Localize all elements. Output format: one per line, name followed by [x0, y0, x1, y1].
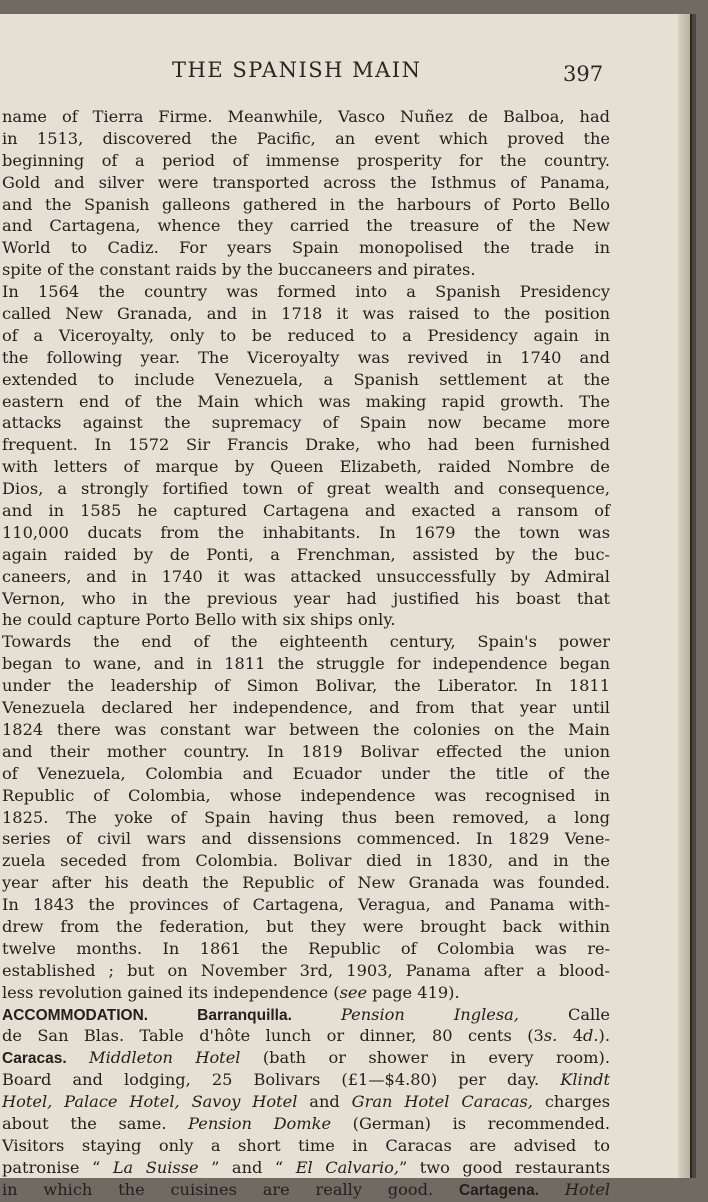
- text-segment: Gold and silver were transported across the Isthmus of Panama,: [2, 172, 610, 192]
- italic-text: Middleton Hotel: [89, 1048, 241, 1068]
- text-line: [2, 1135, 610, 1157]
- text-line: [2, 259, 610, 281]
- text-line: [2, 828, 610, 850]
- text-line: [2, 347, 610, 369]
- text-segment: called New Granada, and in 1718 it was raised to the position: [2, 304, 610, 324]
- running-head: [0, 58, 690, 88]
- text-segment: World to Cadiz. For years Spain monopolised the trade in: [2, 238, 610, 258]
- text-line: [2, 588, 610, 610]
- text-line: [2, 1113, 610, 1135]
- text-segment: Republic of Colombia, whose independence was recognised in: [2, 785, 610, 805]
- text-segment: frequent. In 1572 Sir Francis Drake, who had been furnished: [2, 435, 610, 455]
- text-segment: drew from the federation, but they were brought back within: [2, 916, 610, 936]
- text-line: [2, 982, 610, 1004]
- text-segment: [539, 1180, 565, 1199]
- italic-text: Gran Hotel Caracas,: [351, 1092, 533, 1112]
- text-line: [2, 303, 610, 325]
- italic-text: Pension Inglesa,: [341, 1004, 519, 1024]
- text-segment: about the same.: [2, 1113, 189, 1133]
- text-segment: [292, 1005, 341, 1024]
- text-segment: de San Blas. Table d'hôte lunch or dinner, 80 cents (3: [2, 1026, 544, 1046]
- text-line: [2, 850, 610, 872]
- text-segment: and in 1585 he captured Cartagena and exacted a ransom of: [2, 501, 610, 521]
- text-segment: and the Spanish galleons gathered in the harbours of Porto Bello: [2, 194, 610, 214]
- page-number: 397: [563, 62, 604, 86]
- text-line: [2, 566, 610, 588]
- text-segment: charges: [532, 1092, 610, 1112]
- text-line: [2, 544, 610, 566]
- text-segment: caneers, and in 1740 it was attacked unsuccessfully by Admiral: [2, 566, 610, 586]
- text-line: [2, 916, 610, 938]
- text-line: [2, 785, 610, 807]
- page-edge: [678, 14, 690, 1178]
- italic-text: Hotel: [564, 1179, 610, 1199]
- text-line: [2, 872, 610, 894]
- text-line: [2, 478, 610, 500]
- text-segment: in which the cuisines are really good.: [2, 1179, 459, 1199]
- text-line: [2, 281, 610, 303]
- text-segment: of Venezuela, Colombia and Ecuador under the title of the: [2, 763, 610, 783]
- text-segment: name of Tierra Firme. Meanwhile, Vasco Nuñez de Balboa, had: [2, 107, 610, 126]
- text-segment: and their mother country. In 1819 Bolivar effected the union: [2, 741, 610, 761]
- bold-heading-text: Barranquilla.: [197, 1006, 292, 1024]
- text-segment: series of civil wars and dissensions commenced. In 1829 Vene-: [2, 829, 610, 849]
- text-segment: ” two good restaurants: [399, 1157, 610, 1177]
- text-line: [2, 172, 610, 194]
- italic-text: Klindt: [560, 1070, 610, 1090]
- text-line: [2, 237, 610, 259]
- italic-text: La Suisse: [112, 1157, 199, 1177]
- text-line: [2, 194, 610, 216]
- text-line: [2, 1025, 610, 1047]
- text-segment: (German) is recommended.: [331, 1113, 611, 1133]
- italic-text: d.: [583, 1026, 599, 1046]
- italic-text: Pension Domke: [188, 1113, 332, 1133]
- text-line: [2, 522, 610, 544]
- text-line: [2, 653, 610, 675]
- text-line: [2, 150, 610, 172]
- text-line: [2, 763, 610, 785]
- text-segment: extended to include Venezuela, a Spanish settlement at the: [2, 369, 610, 389]
- text-segment: and Cartagena, whence they carried the treasure of the New: [2, 216, 610, 236]
- text-segment: year after his death the Republic of New Granada was founded.: [2, 873, 610, 893]
- text-line: [2, 741, 610, 763]
- text-line: [2, 807, 610, 829]
- text-segment: under the leadership of Simon Bolivar, the Liberator. In 1811: [2, 676, 610, 696]
- text-segment: began to wane, and in 1811 the struggle for independence began: [2, 654, 610, 674]
- text-segment: less revolution gained its independence (: [2, 982, 340, 1002]
- text-segment: the following year. The Viceroyalty was revived in 1740 and: [2, 347, 610, 367]
- text-segment: Dios, a strongly fortified town of great wealth and consequence,: [2, 479, 610, 499]
- text-segment: zuela seceded from Colombia. Bolivar died in 1830, and in the: [2, 851, 610, 871]
- text-line: [2, 128, 610, 150]
- text-segment: twelve months. In 1861 the Republic of Colombia was re-: [2, 938, 610, 958]
- text-line: [2, 369, 610, 391]
- bold-heading-text: ACCOMMODATION.: [2, 1006, 149, 1024]
- italic-text: Hotel, Palace Hotel, Savoy Hotel: [2, 1092, 298, 1112]
- text-segment: patronise “: [2, 1157, 113, 1177]
- text-segment: ).: [598, 1026, 610, 1046]
- bold-heading-text: Cartagena.: [458, 1181, 540, 1199]
- text-segment: established ; but on November 3rd, 1903, Panama after a blood-: [2, 960, 610, 980]
- text-segment: Calle: [518, 1004, 610, 1024]
- text-line: [2, 1091, 610, 1113]
- italic-text: see: [339, 982, 368, 1002]
- text-line: [2, 215, 610, 237]
- text-line: [2, 1069, 610, 1091]
- text-segment: 4: [557, 1026, 584, 1046]
- text-segment: beginning of a period of immense prosperity for the country.: [2, 150, 610, 170]
- text-line: [2, 1004, 610, 1026]
- running-head-title: THE SPANISH MAIN: [172, 58, 422, 82]
- text-segment: ” and “: [198, 1157, 296, 1177]
- text-segment: attacks against the supremacy of Spain now became more: [2, 413, 610, 433]
- text-segment: In 1564 the country was formed into a Spanish Presidency: [2, 282, 610, 302]
- text-segment: Vernon, who in the previous year had justified his boast that: [2, 588, 610, 608]
- text-line: [2, 960, 610, 982]
- text-line: [2, 894, 610, 916]
- text-line: [2, 500, 610, 522]
- text-segment: 1824 there was constant war between the colonies on the Main: [2, 719, 610, 739]
- text-line: [2, 675, 610, 697]
- text-segment: [148, 1005, 197, 1024]
- text-line: [2, 456, 610, 478]
- text-line: [2, 106, 610, 128]
- text-segment: 1825. The yoke of Spain having thus been removed, a long: [2, 807, 610, 827]
- body-text: [2, 106, 610, 1201]
- text-segment: 110,000 ducats from the inhabitants. In 1679 the town was: [2, 522, 610, 542]
- text-segment: of a Viceroyalty, only to be reduced to a Presidency again in: [2, 325, 610, 345]
- italic-text: El Calvario,: [295, 1157, 400, 1177]
- text-segment: spite of the constant raids by the buccaneers and pirates.: [2, 260, 476, 280]
- text-segment: he could capture Porto Bello with six ships only.: [2, 610, 396, 630]
- book-page: [0, 14, 690, 1199]
- text-segment: In 1843 the provinces of Cartagena, Veragua, and Panama with-: [2, 895, 610, 915]
- text-segment: again raided by de Ponti, a Frenchman, assisted by the buc-: [2, 544, 610, 564]
- text-segment: and: [297, 1092, 352, 1112]
- text-segment: Visitors staying only a short time in Caracas are advised to: [2, 1135, 610, 1155]
- text-line: [2, 631, 610, 653]
- text-segment: with letters of marque by Queen Elizabeth, raided Nombre de: [2, 457, 610, 477]
- text-line: [2, 697, 610, 719]
- text-segment: Towards the end of the eighteenth century, Spain's power: [2, 632, 610, 652]
- text-segment: Board and lodging, 25 Bolivars (£1—$4.80) per day.: [2, 1070, 561, 1090]
- text-line: [2, 719, 610, 741]
- text-segment: [67, 1048, 89, 1067]
- text-segment: Venezuela declared her independence, and from that year until: [2, 698, 610, 718]
- text-line: [2, 434, 610, 456]
- text-segment: in 1513, discovered the Pacific, an event which proved the: [2, 128, 610, 148]
- text-line: [2, 1047, 610, 1069]
- text-line: [2, 1157, 610, 1179]
- italic-text: s.: [543, 1026, 558, 1046]
- text-segment: (bath or shower in every room).: [240, 1048, 610, 1068]
- text-segment: page 419).: [367, 982, 460, 1002]
- text-line: [2, 391, 610, 413]
- text-line: [2, 938, 610, 960]
- text-segment: eastern end of the Main which was making rapid growth. The: [2, 391, 610, 411]
- bold-heading-text: Caracas.: [2, 1050, 67, 1068]
- text-line: [2, 412, 610, 434]
- text-line: [2, 609, 610, 631]
- text-line: [2, 325, 610, 347]
- text-line: [2, 1179, 610, 1201]
